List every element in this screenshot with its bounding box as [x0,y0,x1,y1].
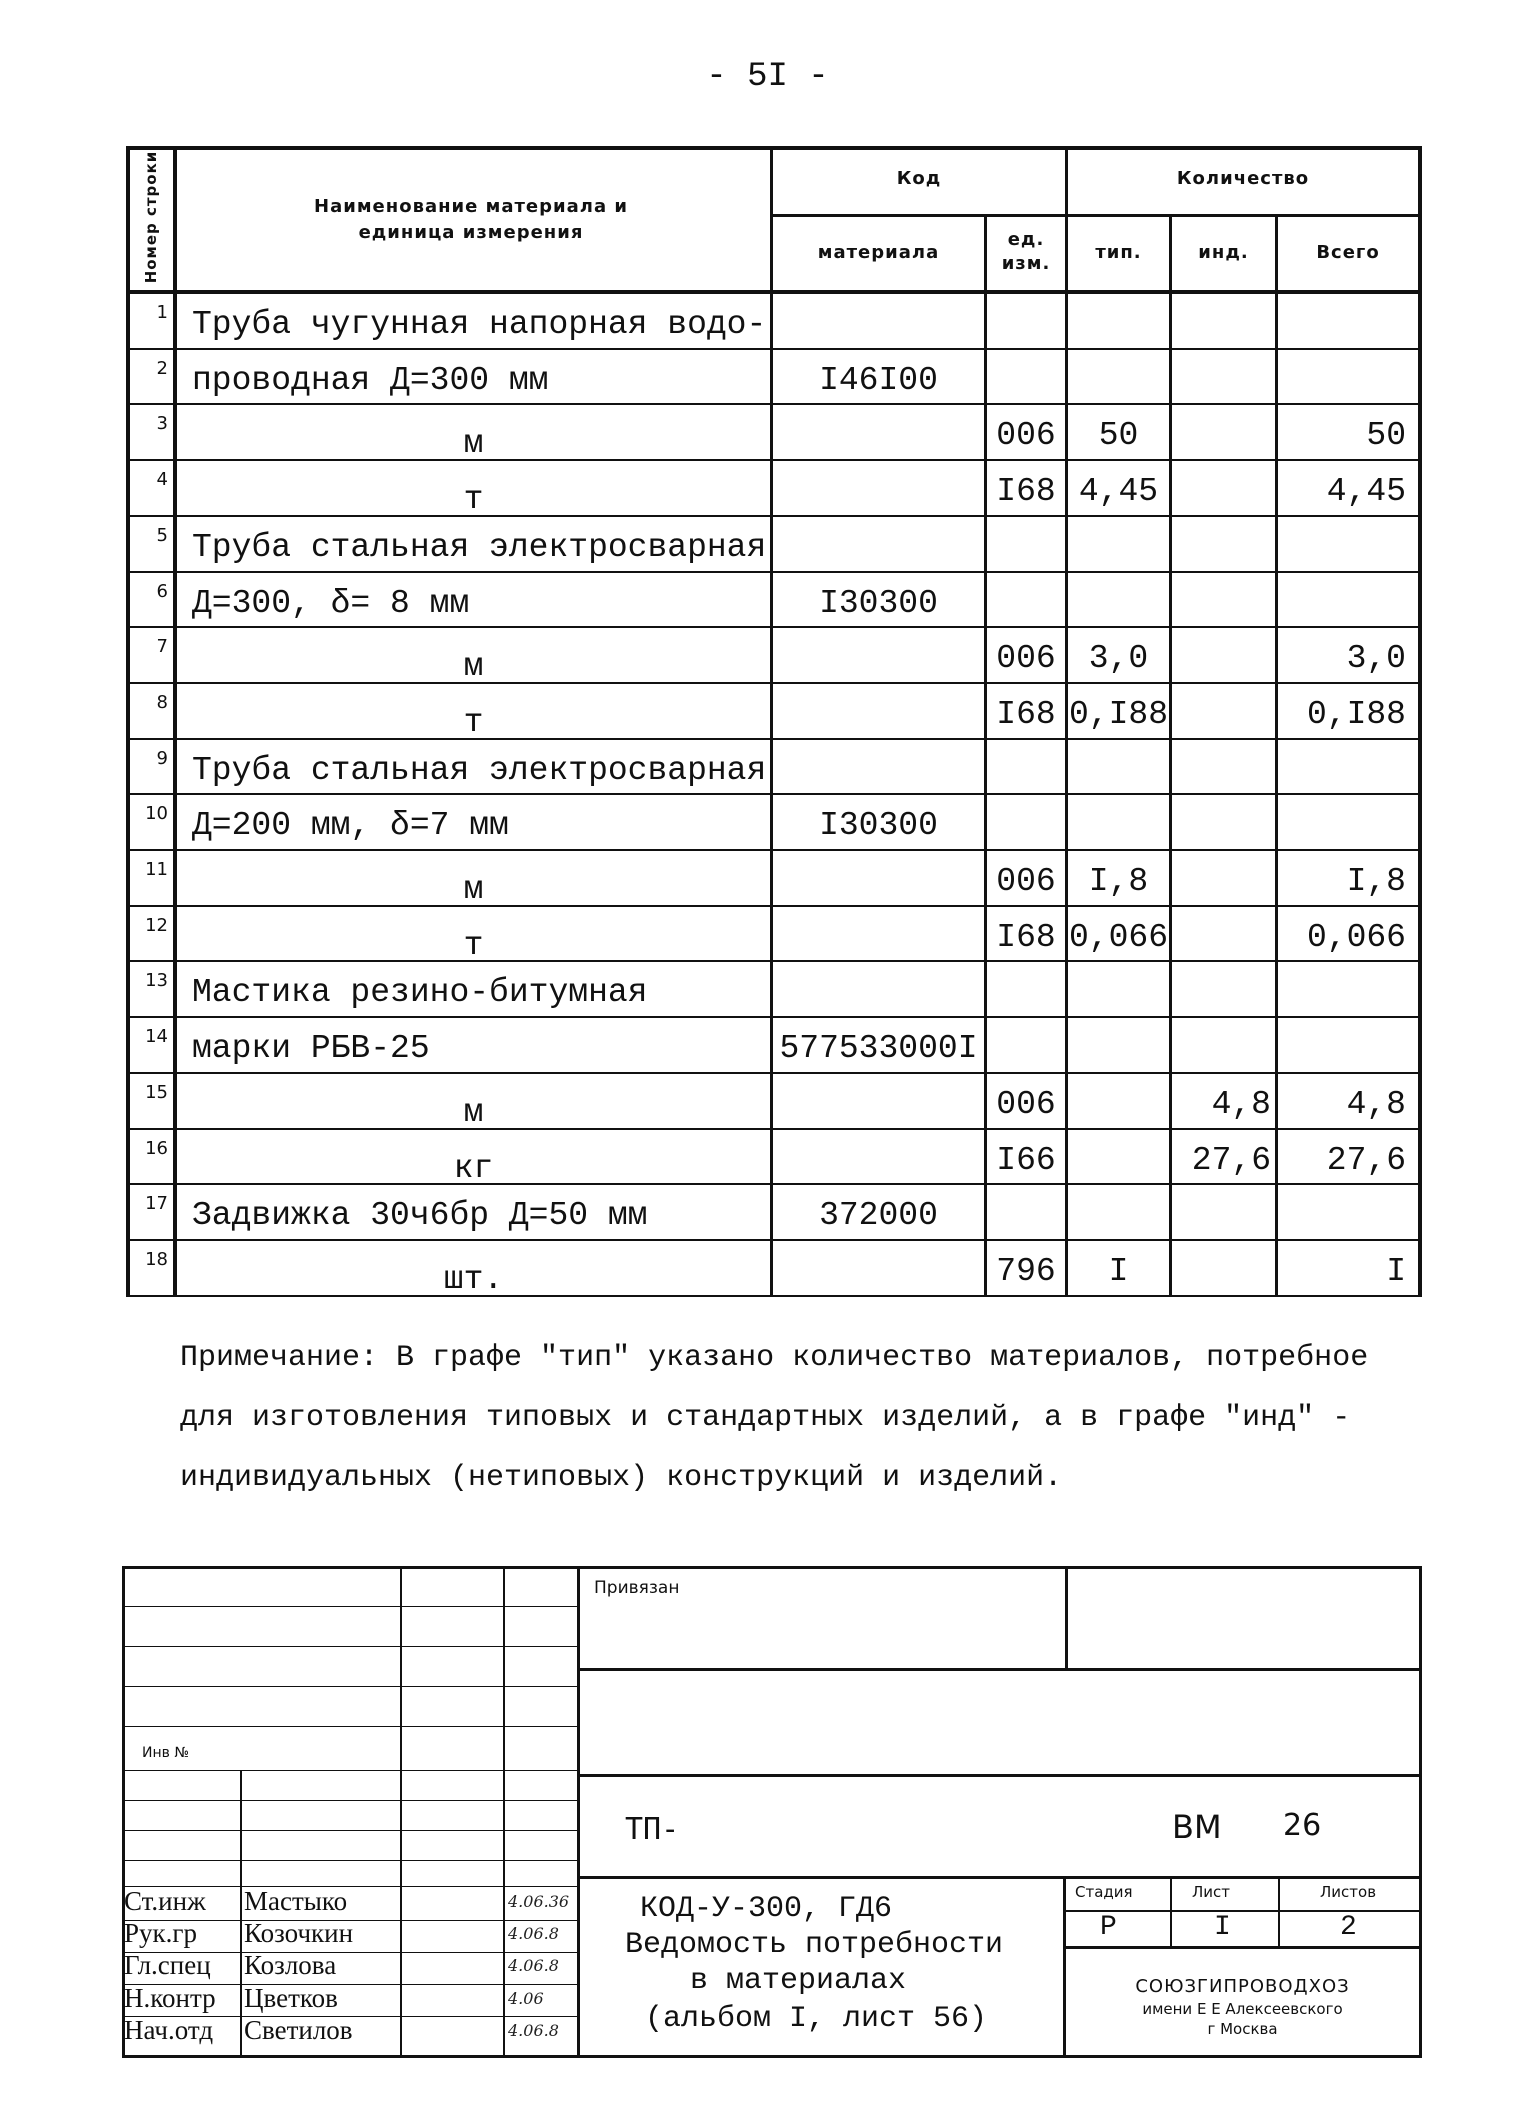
qty-ind: 27,6 [1191,1142,1271,1179]
header-qty-total: Всего [1316,242,1380,263]
signer-date: 4.06 [508,1989,544,2008]
qty-total: 4,8 [1346,1086,1406,1123]
unit-code: 006 [996,863,1056,900]
qty-total: I,8 [1346,863,1406,900]
title-line-3: в материалах [690,1964,907,1998]
material-code: I30300 [819,585,938,622]
title-line-4: (альбом I, лист 56) [645,2002,988,2036]
header-qty-typ: тип. [1095,242,1142,263]
header-code-material: материала [817,242,940,263]
material-unit: м [463,648,484,685]
inv-label: Инв № [142,1745,189,1761]
sheets-value: 2 [1340,1912,1357,1943]
material-code: I46I00 [819,362,938,399]
header-row-number: Номер строки [142,150,160,284]
sheets-label: Листов [1320,1883,1377,1901]
qty-total: 0,066 [1306,919,1406,956]
material-name: Труба чугунная напорная водо- [192,306,767,343]
signer-name: Козочкин [244,1918,354,1948]
qty-total: 3,0 [1346,640,1406,677]
material-name: Труба стальная электросварная [192,529,767,566]
qty-total: 0,I88 [1306,696,1406,733]
unit-code: I68 [996,919,1056,956]
material-unit: шт. [443,1261,504,1298]
signer-date: 4.06.8 [508,2021,559,2040]
material-name: Труба стальная электросварная [192,752,767,789]
org-line-3: г Москва [1207,2020,1278,2038]
signer-name: Светилов [244,2015,353,2045]
qty-total: I [1386,1253,1406,1290]
header-code-unit: ед. изм. [1001,229,1051,274]
org-line-1: СОЮЗГИПРОВОДХОЗ [1135,1976,1350,1997]
privyazan-label: Привязан [594,1578,680,1598]
sheet-label: Лист [1192,1883,1231,1901]
qty-typ: 4,45 [1078,473,1159,510]
row-number: 1 [156,302,168,323]
material-unit: м [463,1094,484,1131]
material-name: Мастика резино-битумная [192,974,648,1011]
signer-name: Цветков [244,1983,338,2013]
signer-role: Ст.инж [124,1886,206,1916]
row-number: 4 [156,469,168,490]
page-number: - 5I - [706,58,829,96]
row-number: 9 [156,748,168,769]
row-number: 11 [145,859,168,880]
qty-typ: I,8 [1088,863,1149,900]
material-code: 372000 [819,1197,938,1234]
material-unit: м [463,871,484,908]
signer-name: Мастыко [244,1886,348,1916]
note: Примечание: В графе "тип" указано количество материалов, потребное для изготовления типовых и стандартных изделий, а в графе "инд" - индивидуальных (нетиповых) конструкций и изделий. [180,1341,1369,1495]
material-code: 577533000I [779,1030,978,1067]
row-number: 5 [156,525,168,546]
stage-label: Стадия [1075,1883,1133,1901]
qty-total: 4,45 [1326,473,1406,510]
material-name: Д=300, δ= 8 мм [192,585,470,622]
qty-total: 27,6 [1326,1142,1406,1179]
material-unit: т [463,481,484,518]
signer-name: Козлова [244,1950,337,1980]
sheet-value: I [1214,1912,1231,1943]
row-number: 15 [145,1082,168,1103]
unit-code: 796 [996,1253,1056,1290]
qty-typ: I [1108,1253,1129,1290]
row-number: 13 [145,970,168,991]
unit-code: 006 [996,417,1056,454]
header-code-group: Код [896,168,942,189]
material-name: проводная Д=300 мм [192,362,549,399]
signer-role: Н.контр [124,1983,216,2013]
qty-typ: 50 [1098,417,1139,454]
row-number: 14 [145,1026,168,1047]
qty-ind: 4,8 [1211,1086,1271,1123]
row-number: 12 [145,915,168,936]
signer-role: Нач.отд [124,2015,214,2045]
material-unit: т [463,704,484,741]
header-name: Наименование материала и единица измерения [314,196,628,243]
org-line-2: имени Е Е Алексеевского [1142,2000,1343,2018]
title-line-1: КОД-У-300, ГД6 [640,1892,893,1926]
stage-value: Р [1100,1912,1117,1943]
row-number: 2 [156,358,168,379]
title-line-2: Ведомость потребности [625,1928,1004,1962]
sheet-mark: ВМ [1172,1808,1222,1846]
material-name: Д=200 мм, δ=7 мм [192,807,509,844]
material-unit: кг [453,1150,494,1187]
material-name: марки РБВ-25 [192,1030,430,1067]
row-number: 7 [156,636,168,657]
unit-code: 006 [996,640,1056,677]
unit-code: 006 [996,1086,1056,1123]
material-unit: т [463,927,484,964]
signer-role: Гл.спец [124,1950,211,1980]
qty-typ: 3,0 [1088,640,1149,677]
sheet-mark-number: 26 [1283,1808,1322,1843]
doc-code: ТП- [625,1812,680,1847]
signer-date: 4.06.8 [508,1956,559,1975]
row-number: 10 [145,803,168,824]
material-unit: м [463,425,484,462]
qty-typ: 0,066 [1068,919,1169,956]
qty-typ: 0,I88 [1068,696,1169,733]
material-name: Задвижка 30ч6бр Д=50 мм [192,1197,648,1234]
row-number: 3 [156,413,168,434]
unit-code: I68 [996,473,1056,510]
signer-date: 4.06.8 [508,1924,559,1943]
materials-table [126,146,1422,1296]
unit-code: I68 [996,696,1056,733]
signer-date: 4.06.36 [508,1892,570,1911]
row-number: 16 [145,1138,168,1159]
material-code: I30300 [819,807,938,844]
row-number: 18 [145,1249,168,1270]
unit-code: I66 [996,1142,1056,1179]
header-qty-ind: инд. [1198,242,1249,263]
row-number: 8 [156,692,168,713]
row-number: 6 [156,581,168,602]
row-number: 17 [145,1193,168,1214]
qty-total: 50 [1366,417,1406,454]
signer-role: Рук.гр [124,1918,197,1948]
header-qty-group: Количество [1176,168,1310,189]
